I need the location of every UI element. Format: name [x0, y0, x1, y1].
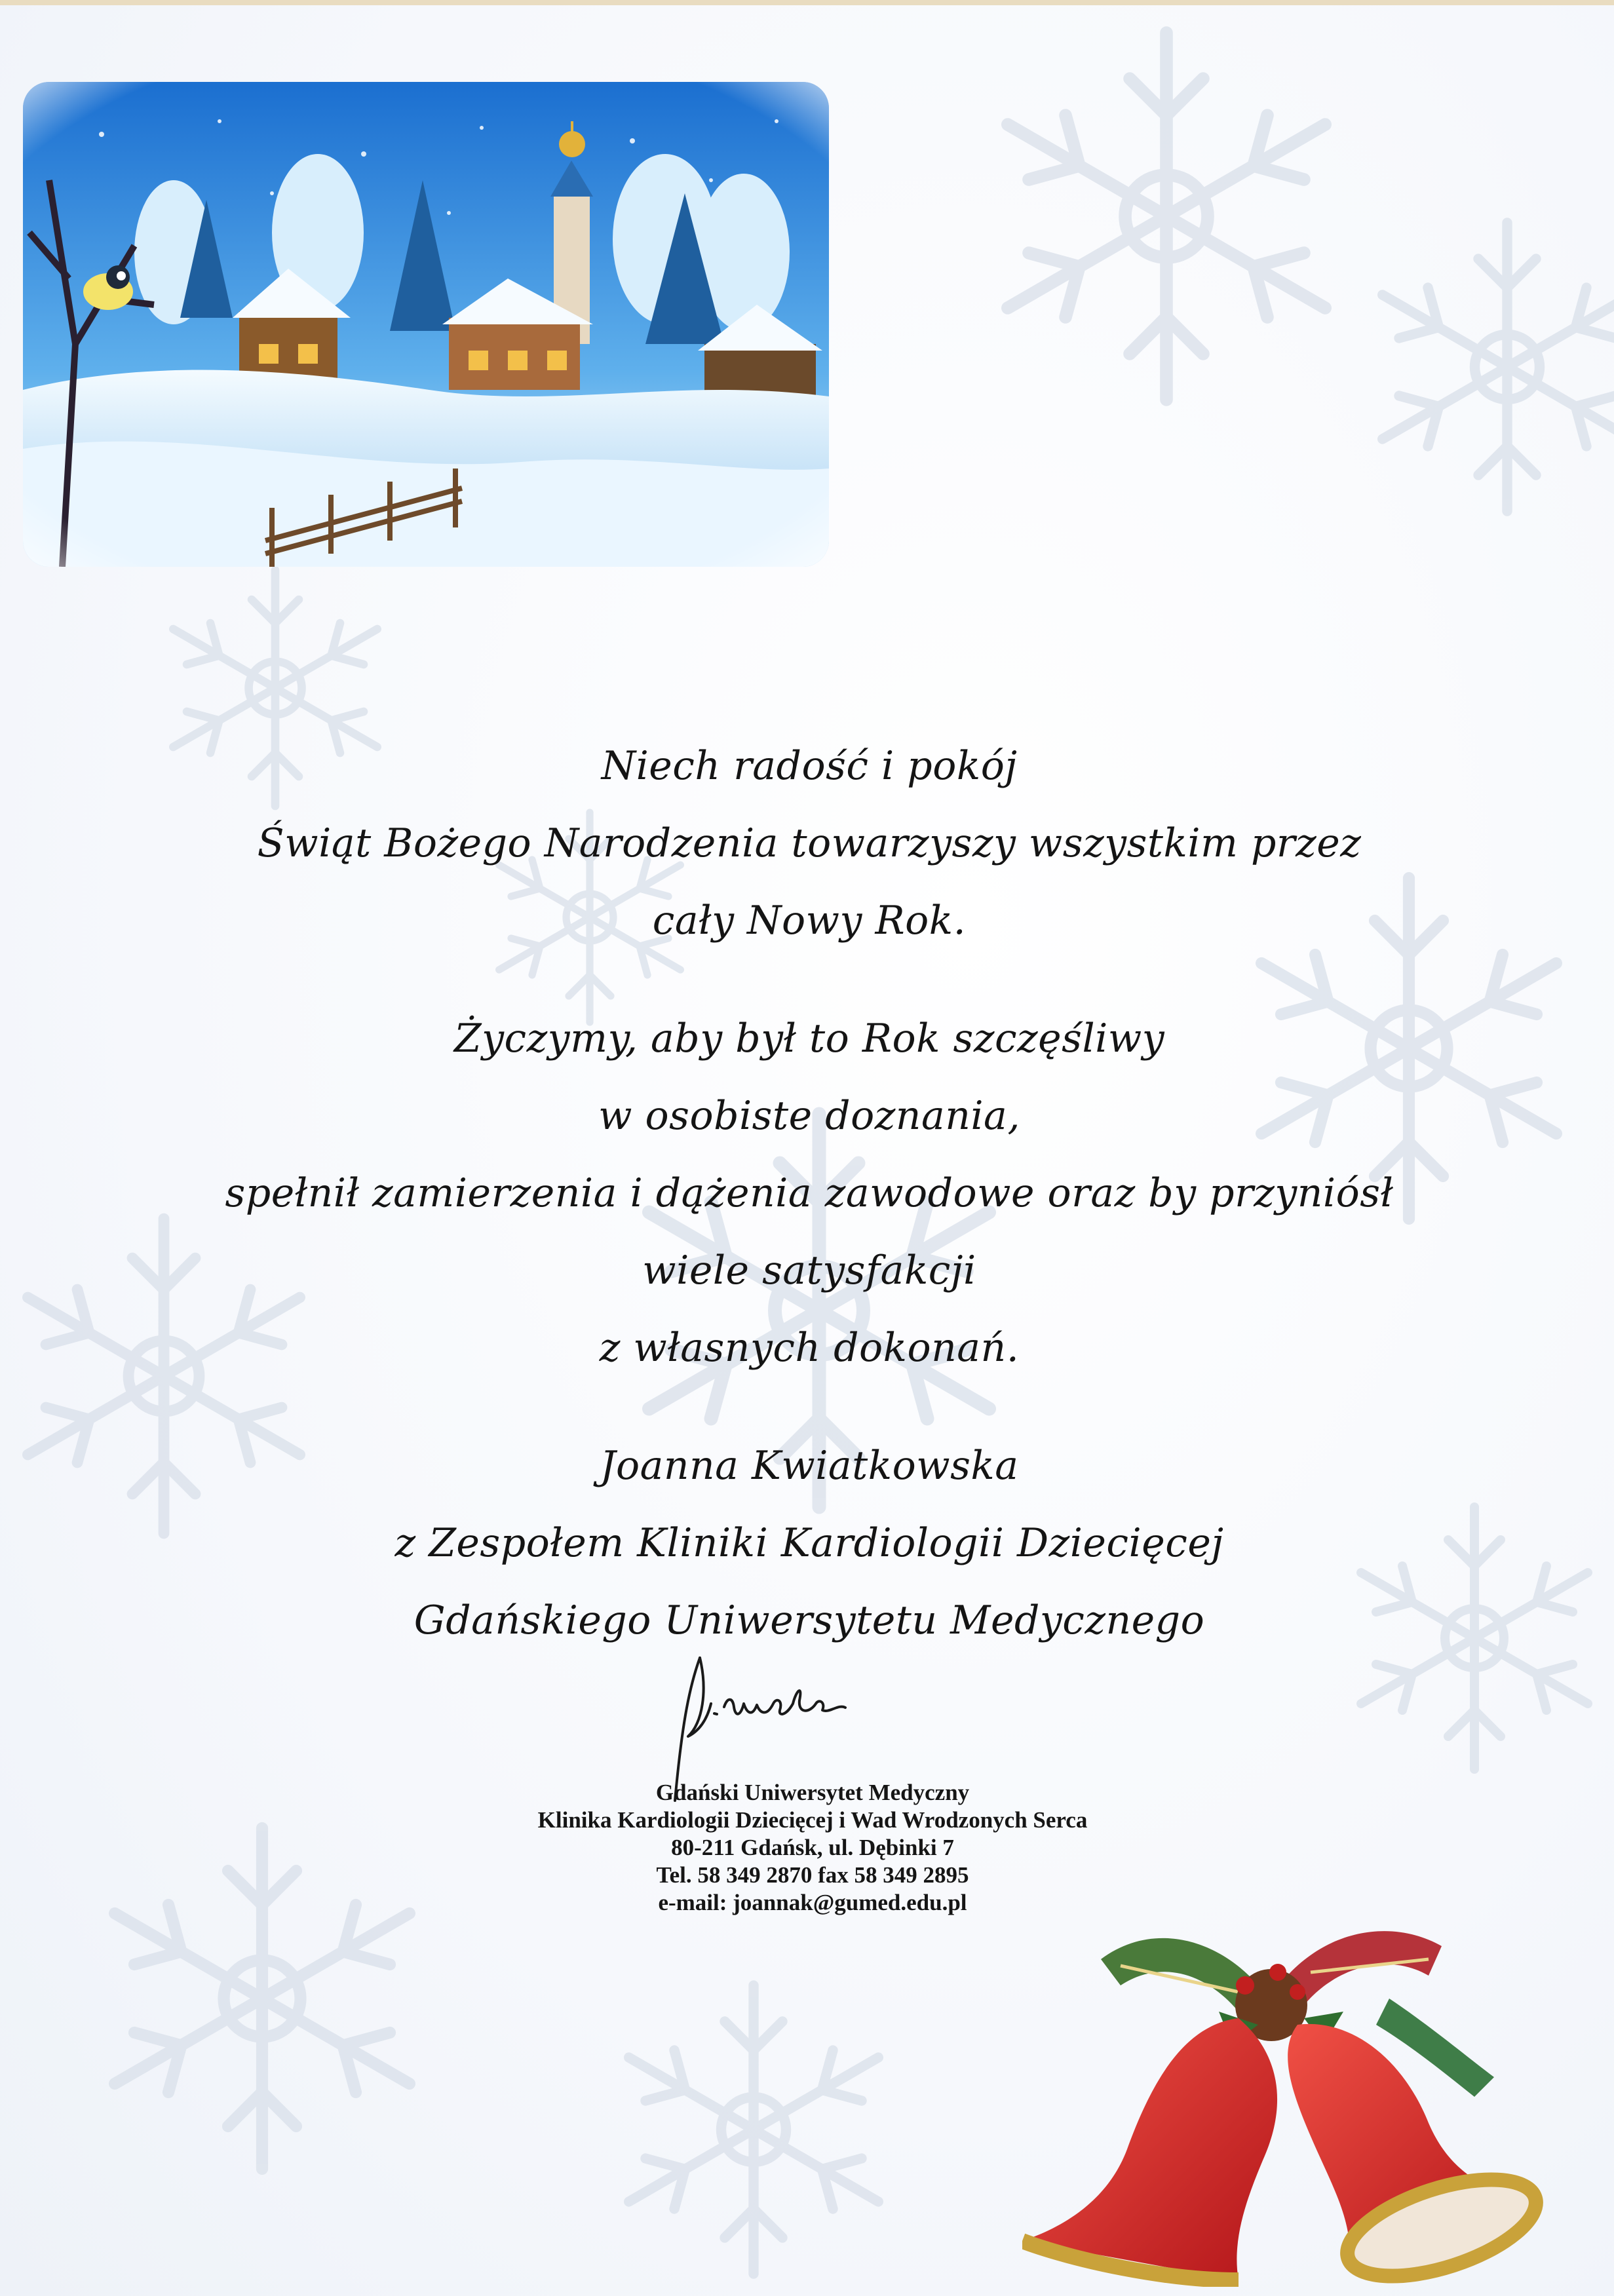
stamp-email: e-mail: joannak@gumed.edu.pl: [658, 1890, 967, 1915]
greeting-line: Niech radość i pokój: [601, 743, 1018, 789]
sender-name: Joanna Kwiatkowska: [600, 1443, 1019, 1489]
stamp-clinic: Klinika Kardiologii Dziecięcej i Wad Wrodzonych Serca: [537, 1807, 1088, 1833]
stamp-address: 80-211 Gdańsk, ul. Dębinki 7: [671, 1835, 954, 1860]
greeting-line: Życzymy, aby był to Rok szczęśliwy: [453, 1016, 1165, 1062]
greeting-line: spełnił zamierzenia i dążenia zawodowe oraz by przyniósł: [225, 1170, 1394, 1216]
sender-team: z Zespołem Kliniki Kardiologii Dziecięcej: [394, 1520, 1224, 1566]
greeting-line: w osobiste doznania,: [598, 1093, 1020, 1139]
greeting-line: wiele satysfakcji: [642, 1248, 976, 1293]
greeting-line: z własnych dokonań.: [599, 1325, 1020, 1371]
greeting-text: [157, 727, 1461, 1659]
winter-village-picture: [23, 82, 829, 567]
stamp-university: Gdański Uniwersytet Medyczny: [655, 1780, 970, 1805]
greeting-line: cały Nowy Rok.: [652, 898, 967, 944]
sender-university: Gdańskiego Uniwersytetu Medycznego: [413, 1598, 1205, 1643]
stamp-phone: Tel. 58 349 2870 fax 58 349 2895: [656, 1862, 969, 1888]
christmas-bells-decoration: [1022, 1861, 1573, 2287]
greeting-line: Świąt Bożego Narodzenia towarzyszy wszystkim przez: [257, 820, 1362, 866]
